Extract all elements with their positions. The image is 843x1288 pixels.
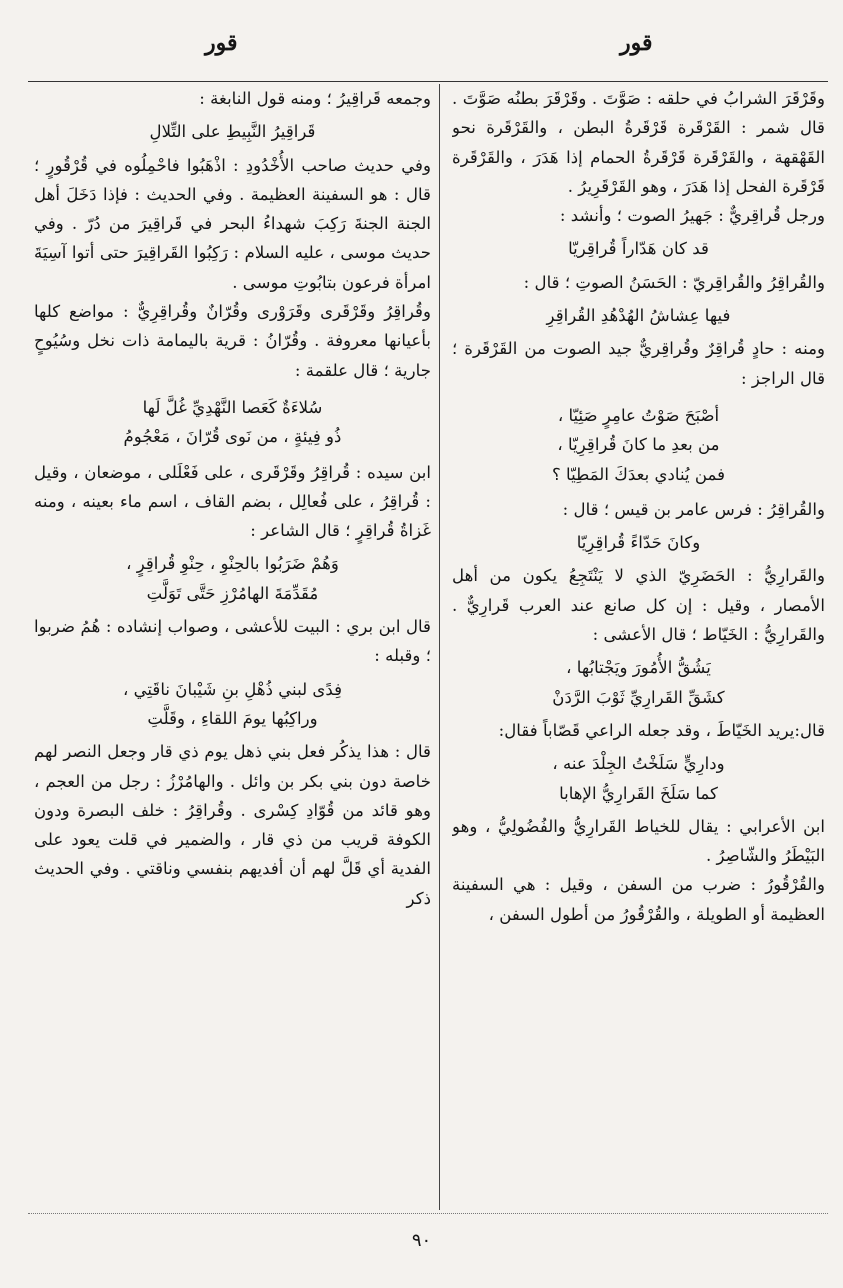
paragraph: ابن الأعرابي : يقال للخياط القَرارِيُّ والفُضُولِيُّ ، وهو البَيْطَرُ والشّاصِرُ . (452, 816, 825, 866)
verse-line: قَراقِيرُ النَّبِيطِ على التِّلالِ (149, 122, 316, 142)
right-column (452, 84, 825, 1210)
running-header-right: قور (620, 30, 653, 56)
verse (34, 671, 431, 738)
verse-line: يَشُقُّ الأُمُورَ ويَجْتابُها ، (566, 658, 711, 678)
left-column (34, 84, 431, 1210)
verse-line: وَهُمْ ضَرَبُوا بالحِنْوِ ، حِنْوِ قُراقِرٍ ، (126, 554, 339, 574)
paragraph: والقُرْقُورُ : ضرب من السفن ، وقيل : هي السفينة العظيمة أو الطويلة ، والقُرْقُورُ من أطول السفن ، (452, 875, 825, 924)
paragraph: والقَرارِيُّ : الحَضَرِيّ الذي لا يَنْتَجِعُ يكون من أهل الأمصار ، وقيل : إن كل صانع عند العرب قَرارِيٌّ . والقَرارِيُّ : الخَيّاط ؛ قال الأعشى : (452, 566, 825, 645)
verse-line: ودارِيٍّ سَلَخْتُ الجِلْدَ عنه ، (552, 754, 725, 774)
paragraph: ومنه : حادٍ قُراقِرٌ وقُراقِريٌّ جيد الصوت من القَرْقَرة ؛ قال الراجز : (452, 339, 825, 388)
verse-line: قد كان هَدّاراً قُراقِريّا (568, 239, 709, 259)
page-number: ٩٠ (411, 1230, 432, 1251)
paragraph: ابن سيده : قُراقِرُ وقَرْقَرى ، على فَعْلَلى ، موضعان ، وقيل : قُراقِرُ ، على فُعالِل ، بضم القاف ، اسم ماء بعينه ، ومنه غَزاةُ قُراقِرٍ ؛ قال الشاعر : (34, 462, 431, 541)
running-header-left: قور (205, 30, 238, 56)
verse (452, 230, 825, 267)
verse (452, 524, 825, 561)
paragraph: والقُراقِرُ والقُراقِريّ : الحَسَنُ الصوتِ ؛ قال : (523, 272, 825, 292)
paragraph: قال : هذا يذكُر فعل بني ذهل يوم ذي قار وجعل النصر لهم خاصة دون بني بكر بن وائل . والهامُرْزُ : رجل من العجم ، وهو قائد من قُوّادِ كِسْرى . وقُراقِرُ : خلف البصرة ودون الكوفة قريب من ذي قار ، والضمير في قلت يعود على الفدية أي قَلَّ لهم أن أفديهم بنفسي وناقتي . وفي الحديث ذكر (34, 742, 431, 908)
verse-line: وراكِبُها يومَ اللقاءِ ، وقَلَّتِ (147, 708, 318, 728)
verse-line: سُلاءَةٌ كَعَصا النَّهْدِيِّ غُلَّ لَها (142, 397, 323, 417)
verse (34, 545, 431, 612)
verse-line: فِدًى لبني ذُهْلِ بنِ شَيْبانَ ناقَتِي ، (122, 679, 343, 699)
verse (452, 297, 825, 334)
paragraph: وجمعه قَراقِيرُ ؛ ومنه قول النابغة : (199, 89, 431, 108)
verse-line: فمن يُنادي بعدَكَ المَطِيّا ؟ (551, 464, 726, 484)
verse (34, 385, 431, 458)
footer-rule (28, 1213, 828, 1214)
verse-line: من بعدِ ما كانَ قُراقِرِيّا ، (557, 435, 720, 455)
verse (452, 649, 825, 716)
paragraph: وقُراقِرُ وقَرْقَرى وقَرَوْرى وقُرّانٌ وقُراقِرِيٌّ : مواضع كلها بأعيانها معروفة . وقُرّانُ : قرية باليمامة ذات نخل وسُيُوحٍ جارية ؛ قال علقمة : (34, 302, 431, 380)
column-divider (439, 84, 440, 1210)
verse-line: فيها عِشاشُ الهُدْهُدِ القُراقِرِ (546, 306, 731, 326)
header-rule (28, 81, 828, 82)
verse-line: ذُو فِيئةٍ ، من نَوى قُرّانَ ، مَعْجُومُ (123, 427, 342, 447)
paragraph: وفي حديث صاحب الأُخْدُودِ : اذْهَبُوا فاحْمِلُوه في قُرْقُورٍ ؛ قال : هو السفينة العظيمة . وفي الحديث : فإذا دَخَلَ أهل الجنة الجنةَ رَكِبَ شهداءُ البحر في قَراقِيرَ من دُرّ . وفي حديث موسى ، عليه السلام : رَكِبُوا القَراقِيرَ حتى أتوا آسِيَةَ امرأة فرعون بتابُوتِ موسى . (34, 155, 431, 292)
paragraph: قال ابن بري : البيت للأعشى ، وصواب إنشاده : هُمُ ضربوا ؛ وقبله : (34, 617, 431, 666)
paragraph: والقُراقِرُ : فرس عامر بن قيس ؛ قال : (562, 499, 825, 519)
verse (452, 393, 825, 495)
verse-line: مُقَدِّمَةَ الهامُرْزِ حَتَّى تَوَلَّتِ (146, 583, 319, 603)
verse (452, 745, 825, 812)
verse (34, 113, 431, 150)
verse-line: كما سَلَخَ القَرارِيُّ الإهابا (559, 783, 718, 803)
verse-line: وكانَ حَدّاءً قُراقِرِيّا (576, 533, 701, 553)
paragraph: ورجل قُراقِريٌّ : جَهيرُ الصوت ؛ وأنشد : (559, 206, 825, 226)
verse-line: أصْبَحَ صَوْتُ عامِرٍ صَئِيّا ، (557, 405, 720, 425)
paragraph: وقَرْقَرَ الشرابُ في حلقه : صَوَّتَ . وقَرْقَرَ بطنُه صَوَّتَ . قال شمر : القَرْقَرة قَرْقَرةُ البطن ، والقَرْقَرة نحو القَهْقهة ، والقَرْقَرة قَرْقَرةُ الحمام إذا هَدَرَ ، والقَرْقَرة قَرْقَرة الفحل إذا هَدَرَ ، وهو القَرْقَرِيرُ . (452, 89, 825, 196)
paragraph: قال:يريد الخَيّاطَ ، وقد جعله الراعي قَصّاباً فقال: (498, 720, 825, 740)
verse-line: كشَقِّ القَرارِيِّ ثَوْبَ الرَّدَنْ (552, 687, 725, 707)
